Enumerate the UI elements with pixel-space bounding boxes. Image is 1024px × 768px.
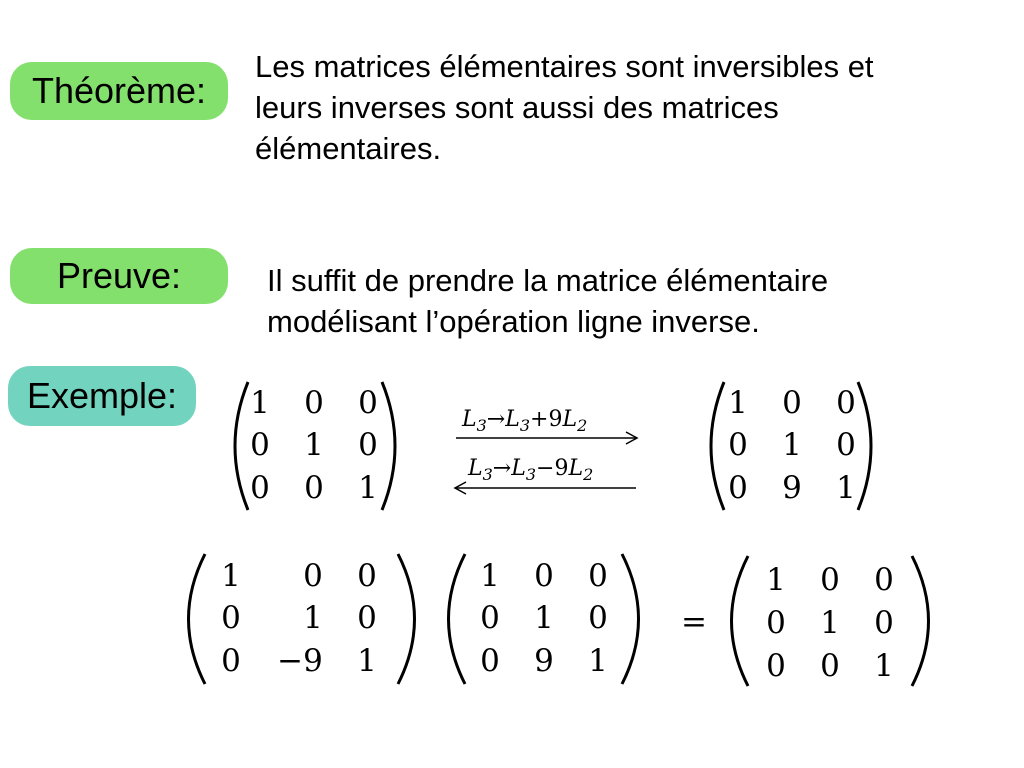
cell: 0 — [588, 600, 608, 636]
cell: 0 — [820, 562, 840, 598]
cell: 0 — [480, 600, 500, 636]
cell: 0 — [250, 470, 270, 506]
cell: 1 — [303, 600, 323, 636]
proof-line: modélisant l’opération ligne inverse. — [267, 304, 760, 339]
right-paren — [622, 554, 639, 684]
cell: 1 — [221, 558, 241, 594]
cell: 0 — [358, 427, 378, 463]
right-paren — [398, 554, 415, 684]
cell: 0 — [480, 643, 500, 679]
left-paren — [189, 554, 206, 684]
cell: 1 — [534, 600, 554, 636]
theorem-line: leurs inverses sont aussi des matrices — [255, 90, 779, 125]
backward-operation — [455, 456, 636, 494]
proof-label: Preuve: — [10, 248, 228, 304]
cell: −9 — [277, 643, 323, 679]
svg-text:L3→L3+9L2: $L_3\to L_3+9L_2$ — [462, 407, 588, 435]
theorem-line: élémentaires. — [255, 131, 442, 166]
left-paren — [711, 382, 724, 510]
product-right-matrix — [449, 554, 639, 684]
elementary-matrix — [711, 382, 871, 510]
result-matrix — [732, 556, 929, 686]
cell: 0 — [820, 648, 840, 684]
cell: 1 — [304, 427, 324, 463]
right-paren — [382, 382, 395, 510]
cell: 1 — [250, 385, 270, 421]
cell: 0 — [836, 385, 856, 421]
cell: 9 — [534, 643, 554, 679]
theorem-line: Les matrices élémentaires sont inversibles et — [255, 49, 874, 84]
cell: 1 — [836, 470, 856, 506]
forward-operation — [456, 407, 637, 444]
cell: 0 — [836, 427, 856, 463]
left-paren — [449, 554, 466, 684]
left-paren — [235, 382, 248, 510]
identity-matrix — [235, 382, 395, 510]
cell: 0 — [358, 385, 378, 421]
right-paren — [858, 382, 871, 510]
cell: 0 — [874, 562, 894, 598]
cell: 1 — [728, 385, 748, 421]
svg-text:L3→L3−9L2: $L_3\to L_3-9L_2$ — [468, 456, 594, 484]
cell: 1 — [782, 427, 802, 463]
right-paren — [912, 556, 929, 686]
cell: 0 — [303, 558, 323, 594]
cell: 0 — [534, 558, 554, 594]
cell: 0 — [588, 558, 608, 594]
example-label: Exemple: — [8, 366, 196, 426]
cell: 0 — [221, 600, 241, 636]
cell: 0 — [357, 558, 377, 594]
cell: 0 — [728, 470, 748, 506]
cell: 1 — [820, 605, 840, 641]
cell: 0 — [766, 648, 786, 684]
cell: 1 — [874, 648, 894, 684]
cell: 0 — [250, 427, 270, 463]
cell: 1 — [358, 470, 378, 506]
cell: 1 — [480, 558, 500, 594]
cell: 0 — [728, 427, 748, 463]
proof-line: Il suffit de prendre la matrice élémentaire — [267, 263, 829, 298]
equals-sign: = — [681, 604, 707, 640]
cell: 0 — [304, 385, 324, 421]
left-paren — [732, 556, 749, 686]
cell: 0 — [766, 605, 786, 641]
cell: 0 — [304, 470, 324, 506]
cell: 1 — [588, 643, 608, 679]
cell: 1 — [357, 643, 377, 679]
cell: 0 — [221, 643, 241, 679]
cell: 0 — [782, 385, 802, 421]
cell: 0 — [874, 605, 894, 641]
cell: 1 — [766, 562, 786, 598]
inverse-matrix — [189, 554, 415, 684]
theorem-label: Théorème: — [10, 62, 228, 120]
cell: 0 — [357, 600, 377, 636]
cell: 9 — [782, 470, 802, 506]
